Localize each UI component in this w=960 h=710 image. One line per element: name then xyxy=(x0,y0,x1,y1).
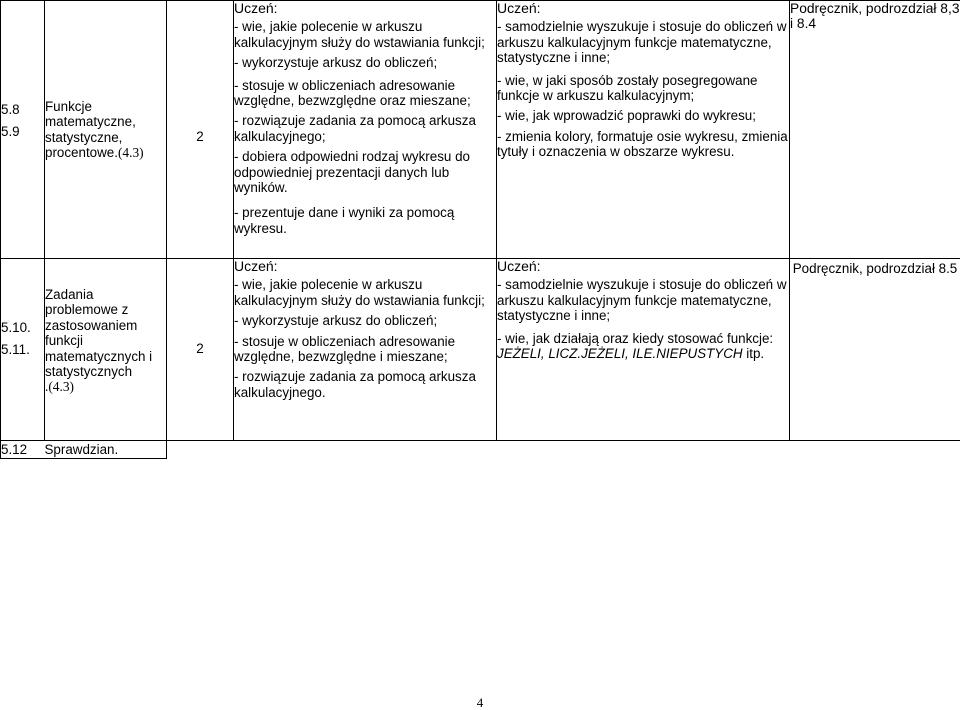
lesson-number: 5.9 xyxy=(1,124,20,139)
textbook-ref: Podręcznik, podrozdział 8.5 xyxy=(792,261,958,276)
lesson-number: 5.11. xyxy=(1,342,30,357)
skills-cell xyxy=(234,1,497,259)
lesson-number-cell xyxy=(1,259,45,441)
skill-item: - rozwiązuje zadania za pomocą arkusza kalkulacyjnego. xyxy=(234,369,476,400)
hours-cell xyxy=(167,259,234,441)
skill-item: - prezentuje dane i wyniki za pomocą wykresu. xyxy=(234,205,455,236)
skill-item: - wie, jakie polecenie w arkuszu kalkulacyjnym służy do wstawiania funkcji; xyxy=(234,277,485,308)
outcomes-heading: Uczeń: xyxy=(497,258,541,274)
textbook-cell xyxy=(790,259,960,441)
skills-cell xyxy=(234,259,497,441)
outcome-item: - zmienia kolory, formatuje osie wykresu, zmienia tytuły i oznaczenia w obszarze wykresu. xyxy=(497,128,788,160)
outcome-item: - wie, w jaki sposób zostały posegregowane funkcje w arkuszu kalkulacyjnym; xyxy=(497,72,758,104)
lesson-number: 5.8 xyxy=(1,102,20,117)
skills-heading: Uczeń: xyxy=(234,258,278,274)
topic-cell xyxy=(45,441,167,459)
skill-item: - stosuje w obliczeniach adresowanie względne, bezwzględne i mieszane; xyxy=(234,333,456,365)
outcome-item: - samodzielnie wyszukuje i stosuje do obliczeń w arkuszu kalkulacyjnym funkcje matematyczne, statystyczne i inne; xyxy=(497,277,787,324)
lesson-number: 5.10. xyxy=(1,320,31,335)
skill-item: - rozwiązuje zadania za pomocą arkusza kalkulacyjnego; xyxy=(234,113,476,144)
empty-cell xyxy=(790,441,960,459)
lesson-number-cell xyxy=(1,441,45,459)
outcome-text: - wie, jak działają oraz kiedy stosować funkcje: xyxy=(497,330,774,346)
outcomes-cell xyxy=(497,1,790,259)
topic-cell xyxy=(45,259,167,441)
function-names: JEŻELI, LICZ.JEŻELI, ILE.NIEPUSTYCH xyxy=(497,346,743,362)
table-row xyxy=(1,441,960,459)
skill-item: - wykorzystuje arkusz do obliczeń; xyxy=(234,313,438,329)
skill-item: - stosuje w obliczeniach adresowanie względne, bezwzględne oraz mieszane; xyxy=(234,77,471,109)
empty-cell xyxy=(497,441,790,459)
hours-value: 2 xyxy=(196,341,204,356)
table-row xyxy=(1,1,960,259)
lesson-number-cell xyxy=(1,1,45,259)
table-row xyxy=(1,259,960,441)
topic-ref: .(4.3) xyxy=(45,379,75,395)
topic-text: Funkcje matematyczne, statystyczne, procentowe. xyxy=(45,99,136,161)
textbook-ref: Podręcznik, podrozdział 8,3 i 8.4 xyxy=(790,1,960,32)
skill-item: - dobiera odpowiedni rodzaj wykresu do odpowiedniej prezentacji danych lub wyników. xyxy=(234,149,470,196)
empty-cell xyxy=(234,441,497,459)
outcome-item xyxy=(497,331,789,362)
outcome-suffix: itp. xyxy=(742,346,765,362)
skill-item: - wykorzystuje arkusz do obliczeń; xyxy=(234,55,438,71)
topic-cell xyxy=(45,1,167,259)
hours-value: 2 xyxy=(196,129,204,144)
lesson-number: 5.12 xyxy=(1,441,28,457)
outcome-item: - wie, jak wprowadzić poprawki do wykresu; xyxy=(497,108,756,124)
textbook-cell xyxy=(790,1,960,259)
topic-text: Zadania problemowe z zastosowaniem funkcji matematycznych i statystycznych xyxy=(45,287,153,380)
skills-heading: Uczeń: xyxy=(234,0,278,16)
skill-item: - wie, jakie polecenie w arkuszu kalkulacyjnym służy do wstawiania funkcji; xyxy=(234,19,485,50)
outcomes-heading: Uczeń: xyxy=(497,0,541,16)
topic-text: Sprawdzian. xyxy=(44,441,119,457)
hours-cell xyxy=(167,1,234,259)
page-number: 4 xyxy=(476,695,484,710)
empty-cell xyxy=(167,441,234,459)
topic-ref: (4.3) xyxy=(117,145,144,161)
outcomes-cell xyxy=(497,259,790,441)
outcome-item: - samodzielnie wyszukuje i stosuje do obliczeń w arkuszu kalkulacyjnym funkcje matematyczne, statystyczne i inne; xyxy=(497,19,787,66)
